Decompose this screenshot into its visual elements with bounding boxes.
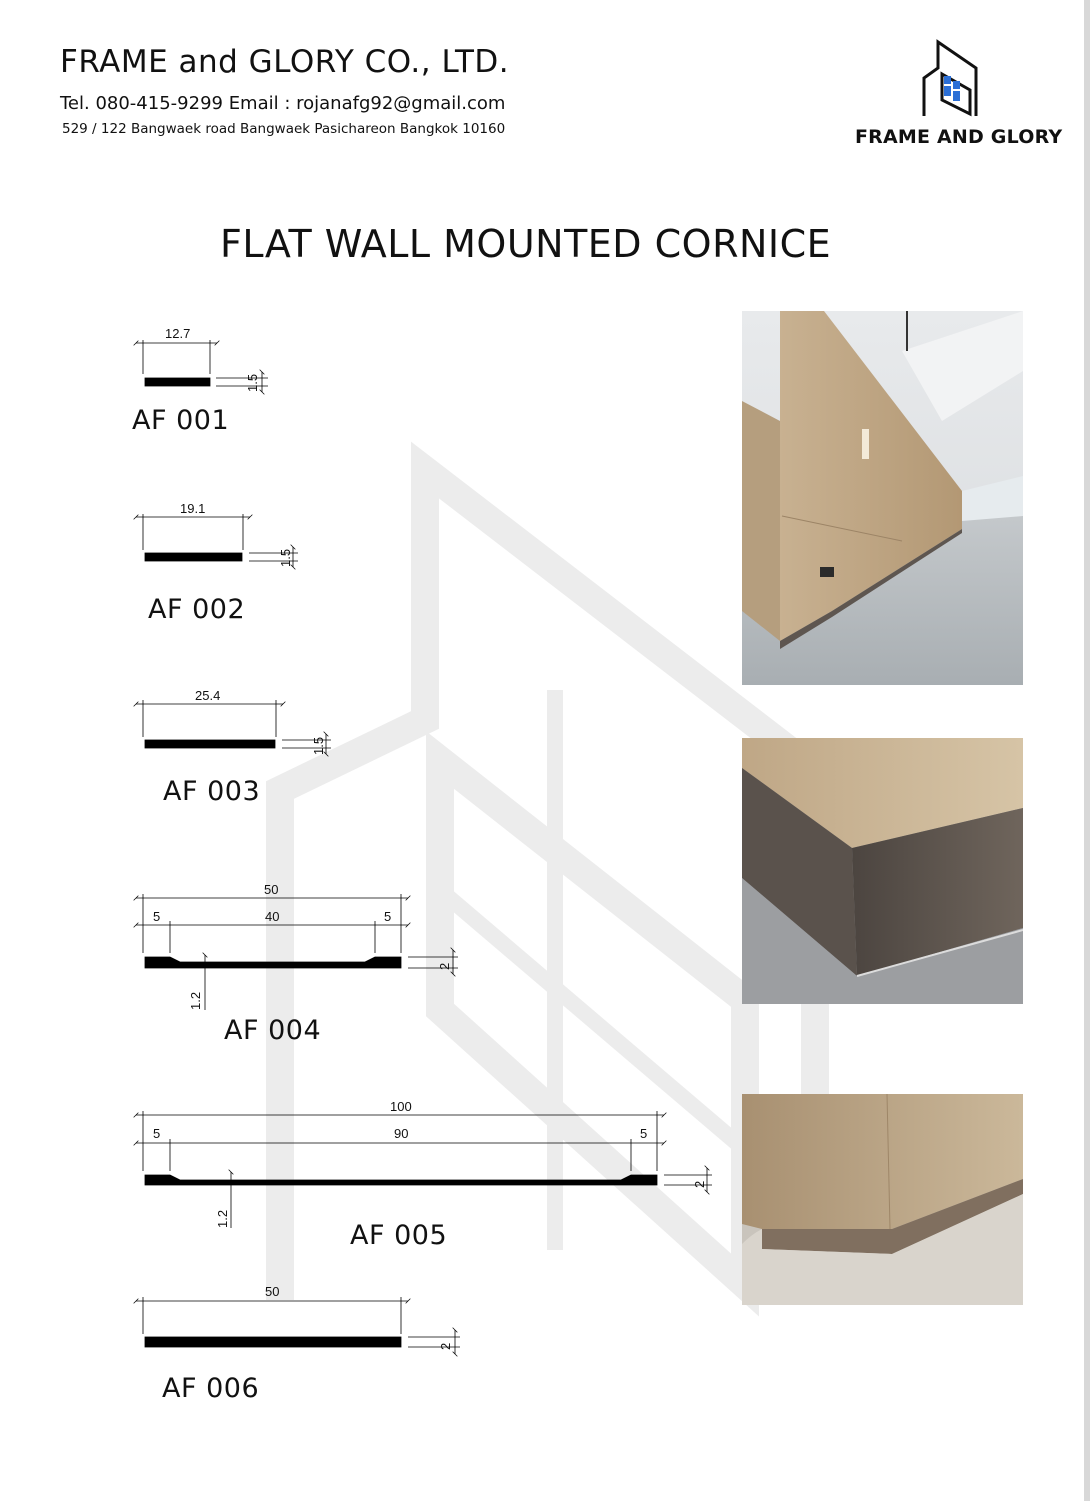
- address-line: 529 / 122 Bangwaek road Bangwaek Pasichareon Bangkok 10160: [62, 121, 506, 137]
- af005-width-label: 100: [390, 1099, 412, 1114]
- af004-code: AF 004: [224, 1015, 322, 1046]
- af001-thickness-label: 1.5: [245, 373, 260, 392]
- af005-web-label: 1.2: [215, 1209, 230, 1228]
- contact-line: Tel. 080-415-9299 Email : rojanafg92@gmail.com: [60, 93, 506, 114]
- logo-text: FRAME AND GLORY: [855, 126, 1063, 148]
- af002-drawing: [136, 514, 298, 567]
- company-name: FRAME and GLORY CO., LTD.: [60, 44, 510, 80]
- af002-thickness-label: 1.5: [278, 548, 293, 567]
- af003-width-label: 25.4: [195, 688, 221, 703]
- corner-photo: [742, 738, 1023, 1004]
- af004-edge-right-label: 5: [384, 909, 392, 924]
- af005-thickness-label: 2: [692, 1180, 707, 1188]
- af004-middle-label: 40: [265, 909, 280, 924]
- curved-wall-photo: [742, 1094, 1023, 1305]
- af006-code: AF 006: [162, 1373, 260, 1404]
- af002-code: AF 002: [148, 594, 246, 625]
- af004-drawing: [136, 894, 458, 1010]
- af003-thickness-label: 1.5: [311, 736, 326, 755]
- af005-edge-left-label: 5: [153, 1126, 161, 1141]
- af004-thickness-label: 2: [437, 962, 452, 970]
- af006-thickness-label: 2: [438, 1342, 453, 1350]
- af006-drawing: [136, 1297, 460, 1354]
- af005-edge-right-label: 5: [640, 1126, 648, 1141]
- af001-width-label: 12.7: [165, 326, 191, 341]
- af002-width-label: 19.1: [180, 501, 206, 516]
- af001-code: AF 001: [132, 405, 230, 436]
- af004-edge-left-label: 5: [153, 909, 161, 924]
- af006-width-label: 50: [265, 1284, 280, 1299]
- af003-drawing: [136, 700, 331, 754]
- af003-code: AF 003: [163, 776, 261, 807]
- page-title: FLAT WALL MOUNTED CORNICE: [220, 222, 832, 266]
- corridor-photo: [742, 311, 1023, 685]
- af005-code: AF 005: [350, 1220, 448, 1251]
- af005-middle-label: 90: [394, 1126, 409, 1141]
- af004-web-label: 1.2: [188, 991, 203, 1010]
- af004-width-label: 50: [264, 882, 279, 897]
